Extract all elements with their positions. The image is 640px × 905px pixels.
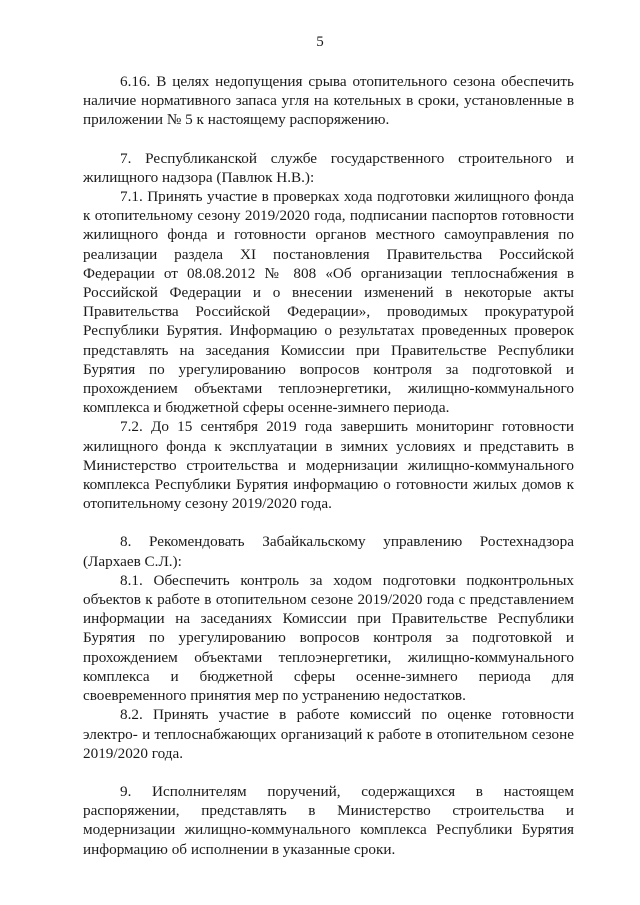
paragraph-6-16: 6.16. В целях недопущения срыва отопительного сезона обеспечить наличие нормативного запаса угля на котельных в сроки, установленные в приложении № 5 к настоящему распоряжению.: [83, 73, 574, 129]
section-7: [83, 149, 574, 514]
paragraph-7: 7. Республиканской службе государственного строительного и жилищного надзора (Павлюк Н.В.):: [83, 149, 574, 186]
document-body: [83, 72, 574, 859]
paragraph-8: 8. Рекомендовать Забайкальскому управлению Ростехнадзора (Лархаев С.Л.):: [83, 533, 574, 570]
section-gap: [83, 130, 574, 149]
section-9: [83, 782, 574, 859]
paragraph-7-1: 7.1. Принять участие в проверках хода подготовки жилищного фонда к отопительному сезону 2019/2020 года, подписании паспортов готовности жилищного фонда и готовности органов местного самоуправления по реализации раздела XI постановления Правительства Российской Федерации от 08.08.2012 № 808 «Об организации теплоснабжения в Российской Федерации и о внесении изменений в некоторые акты Правительства Российской Федерации», проводимых прокуратурой Республики Бурятия. Информацию о результатах проведенных проверок представлять на заседания Комиссии при Правительстве Республики Бурятия по урегулированию вопросов контроля за подготовкой и прохождением объектами теплоэнергетики, жилищно-коммунального комплекса и бюджетной сферы осенне-зимнего периода.: [83, 188, 574, 417]
paragraph-8-1: 8.1. Обеспечить контроль за ходом подготовки подконтрольных объектов к работе в отопительном сезоне 2019/2020 года с представлением информации на заседаниях Комиссии при Правительстве Республики Бурятия по урегулированию вопросов контроля за подготовкой и прохождением объектами теплоэнергетики, жилищно-коммунального комплекса и бюджетной сферы осенне-зимнего периода для своевременного принятия мер по устранению недостатков.: [83, 571, 574, 705]
section-6-16: [83, 72, 574, 130]
section-gap: [83, 763, 574, 782]
section-8: [83, 532, 574, 762]
section-gap: [83, 513, 574, 532]
page-number: 5: [316, 34, 324, 50]
paragraph-7-2: 7.2. До 15 сентября 2019 года завершить мониторинг готовности жилищного фонда к эксплуатации в зимних условиях и представить в Министерство строительства и модернизации жилищно-коммунального комплекса Республики Бурятия информацию о готовности жилых домов к отопительному сезону 2019/2020 года.: [83, 418, 574, 513]
paragraph-8-2: 8.2. Принять участие в работе комиссий по оценке готовности электро- и теплоснабжающих организаций к работе в отопительном сезоне 2019/2020 года.: [83, 706, 574, 762]
paragraph-9: 9. Исполнителям поручений, содержащихся в настоящем распоряжении, представлять в Министерство строительства и модернизации жилищно-коммунального комплекса Республики Бурятия информацию об исполнении в указанные сроки.: [83, 782, 574, 858]
